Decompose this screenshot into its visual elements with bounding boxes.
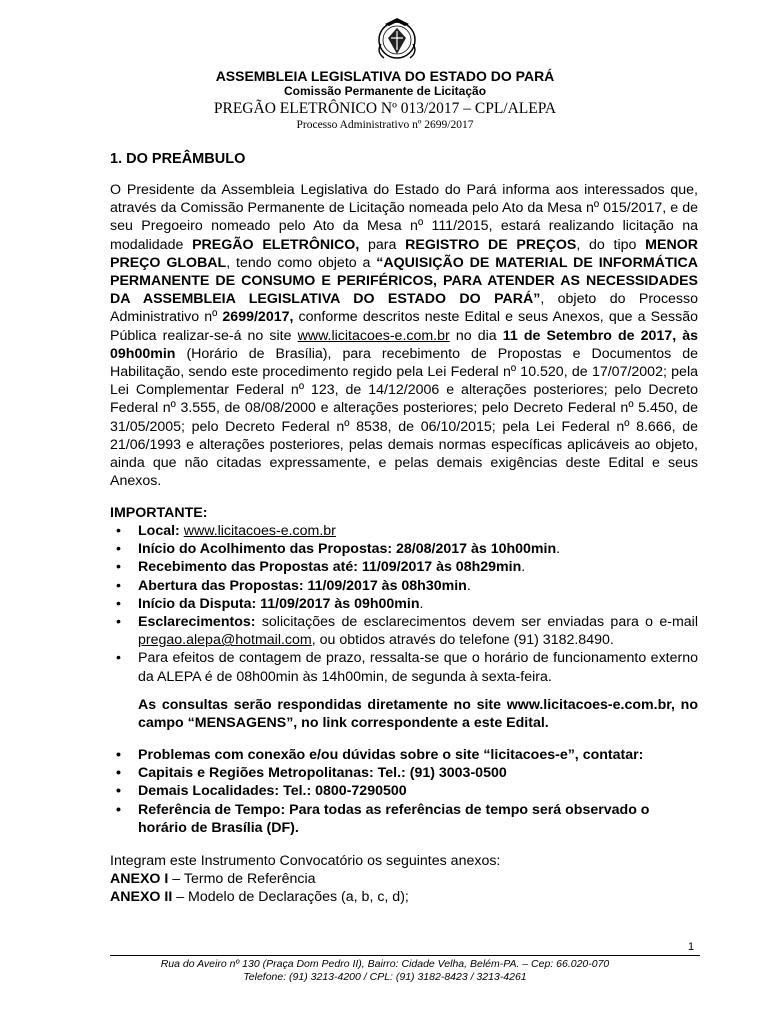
- preamble-paragraph: O Presidente da Assembleia Legislativa do Estado do Pará informa aos interessados que, através da Comissão Permanente de Licitação nomeada pelo Ato da Mesa nº 015/2017, e de seu Pregoeiro nomeado pelo Ato da Mesa nº 111/2015, estará realizando licitação na modalidade PREGÃO ELETRÔNICO, para REGISTRO DE PREÇOS, do tipo MENOR PREÇO GLOBAL, tendo como objeto a “AQUISIÇÃO DE MATERIAL DE INFORMÁTICA PERMANENTE DE CONSUMO E PERIFÉRICOS, PARA ATENDER AS NECESSIDADES DA ASSEMBLEIA LEGISLATIVA DO ESTADO DO PARÁ”, objeto do Processo Administrativo nº 2699/2017, conforme descritos neste Edital e seus Anexos, que a Sessão Pública realizar-se-á no site www.licitacoes-e.com.br no dia 11 de Setembro de 2017, às 09h00min (Horário de Brasília), para recebimento de Propostas e Documentos de Habilitação, sendo este procedimento regido pela Lei Federal nº 10.520, de 17/07/2002; pela Lei Complementar Federal nº 123, de 14/12/2006 e alterações posteriores; pelo Decreto Federal nº 3.555, de 08/08/2000 e alterações posteriores; pelo Decreto Federal nº 5.450, de 31/05/2005; pelo Decreto Federal nº 8538, de 06/10/2015; pela Lei Federal nº 8.666, de 21/06/1993 e alterações posteriores, pelas demais normas específicas aplicáveis ao objeto, ainda que não citadas expressamente, e pelas demais exigências deste Edital e seus Anexos.: [110, 182, 699, 490]
- list-item: • Início da Disputa: 11/09/2017 às 09h00min.: [116, 595, 424, 612]
- list-item: • Esclarecimentos: solicitações de esclarecimentos devem ser enviadas para o e-mail pregao.alepa@hotmail.com, ou obtidos através do telefone (91) 3182.8490.: [116, 614, 698, 649]
- list-item: • Para efeitos de contagem de prazo, ressalta-se que o horário de funcionamento externo da ALEPA é de 08h00min às 14h00min, de segunda à sexta-feira.: [116, 650, 698, 685]
- list-item: • Capitais e Regiões Metropolitanas: Tel.: (91) 3003-0500: [116, 765, 507, 782]
- document-title: PREGÃO ELETRÔNICO Nº 013/2017 – CPL/ALEPA: [213, 100, 557, 117]
- local-link[interactable]: www.licitacoes-e.com.br: [183, 523, 336, 539]
- list-item: • Início do Acolhimento das Propostas: 28/08/2017 às 10h00min.: [116, 541, 561, 558]
- site-link[interactable]: www.licitacoes-e.com.br: [297, 327, 450, 344]
- list-item: • Local: www.licitacoes-e.com.br: [116, 523, 336, 539]
- footer-address: Rua do Aveiro nº 130 (Praça Dom Pedro II), Bairro: Cidade Velha, Belém-PA. – Cep: 66.020-070: [160, 958, 610, 970]
- footer-phones: Telefone: (91) 3213-4200 / CPL: (91) 3182-8423 / 3213-4261: [243, 971, 527, 983]
- list-item: • Recebimento das Propostas até: 11/09/2017 às 08h29min.: [116, 559, 526, 576]
- section-title: 1. DO PREÂMBULO: [110, 151, 246, 167]
- page-number: 1: [688, 941, 695, 953]
- coat-of-arms-icon: [372, 14, 422, 64]
- consultas-note: As consultas serão respondidas diretamente no site www.licitacoes-e.com.br, no campo “MENSAGENS”, no link correspondente a este Edital.: [138, 697, 698, 732]
- commission-name: Comissão Permanente de Licitação: [283, 84, 487, 98]
- institution-name: ASSEMBLEIA LEGISLATIVA DO ESTADO DO PARÁ: [215, 68, 555, 84]
- annex-1: ANEXO I – Termo de Referência: [110, 871, 316, 888]
- list-item: • Demais Localidades: Tel.: 0800-7290500: [116, 783, 407, 800]
- process-number: Processo Administrativo nº 2699/2017: [296, 119, 474, 131]
- list-item: • Problemas com conexão e/ou dúvidas sobre o site “licitacoes-e”, contatar:: [116, 747, 644, 763]
- email-link[interactable]: pregao.alepa@hotmail.com: [138, 632, 312, 649]
- footer-divider: [110, 955, 700, 956]
- annex-2: ANEXO II – Modelo de Declarações (a, b, c, d);: [110, 889, 409, 906]
- annexes-block: [110, 852, 698, 907]
- list-item: • Referência de Tempo: Para todas as referências de tempo será observado o horário de Brasília (DF).: [116, 801, 650, 836]
- important-title: IMPORTANTE:: [110, 505, 208, 521]
- important-list: [110, 522, 698, 686]
- annexes-intro: Integram este Instrumento Convocatório os seguintes anexos:: [110, 853, 501, 869]
- contact-list: [110, 746, 698, 837]
- list-item: • Abertura das Propostas: 11/09/2017 às 08h30min.: [116, 577, 471, 594]
